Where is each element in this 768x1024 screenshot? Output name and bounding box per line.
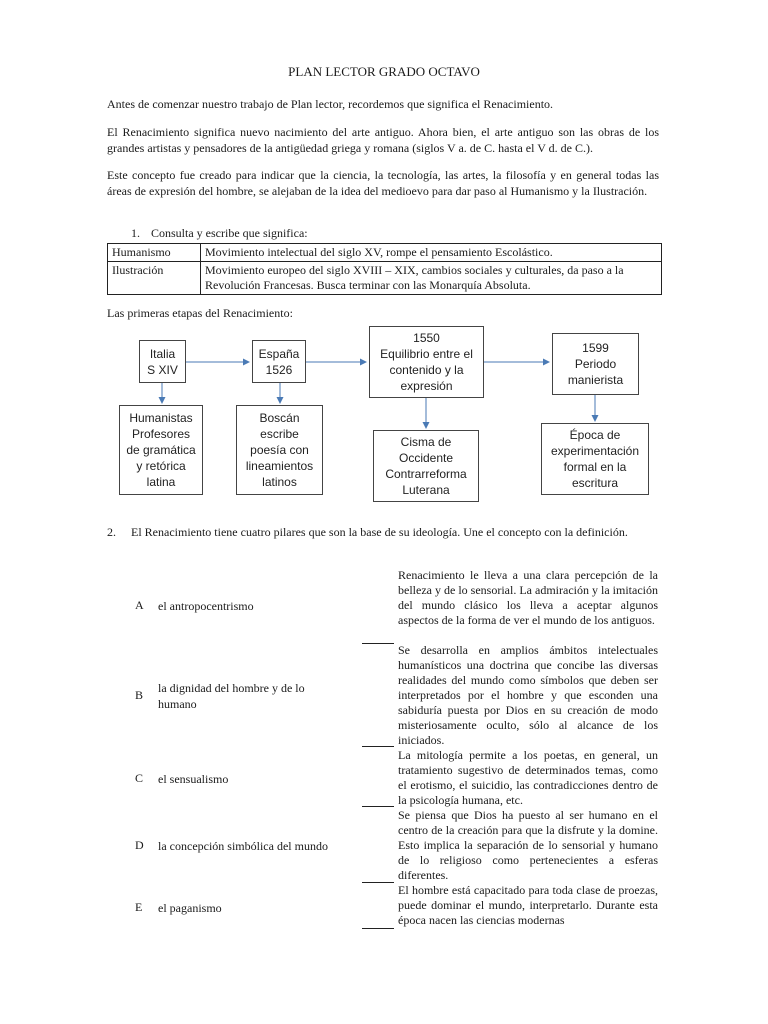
answer-blank[interactable] — [362, 882, 394, 883]
answer-blank[interactable] — [362, 746, 394, 747]
table-row — [108, 244, 662, 262]
concept-letter: D — [135, 838, 144, 852]
concept-letter: C — [135, 771, 144, 785]
intro-paragraph-3: Este concepto fue creado para indicar que la ciencia, la tecnología, las artes, la filosofía y en general todas las áreas de expresión del hombre, se alejaban de la idea del medioevo para dar paso al Humanismo y la Ilustración. — [107, 168, 659, 198]
term-cell: Humanismo — [108, 244, 201, 262]
stage-box-espana — [252, 340, 306, 383]
answer-blank[interactable] — [362, 928, 394, 929]
stage-box-italia — [139, 340, 186, 383]
concept-text: la concepción simbólica del mundo — [158, 839, 328, 853]
concept-text: la dignidad del hombre y de lo humano — [158, 681, 305, 711]
stage-box-label: España — [258, 346, 300, 361]
concept-text: el paganismo — [158, 901, 222, 915]
definition-text: El hombre está capacitado para toda clase de proezas, puede dominar el mundo, interpretarlo. Durante esta época nacen las ciencias modernas — [398, 883, 658, 927]
question-1-text: Consulta y escribe que significa: — [151, 226, 308, 240]
table-row — [108, 262, 662, 295]
question-1-number: 1. — [131, 226, 140, 240]
stages-heading: Las primeras etapas del Renacimiento: — [107, 306, 293, 320]
stage-box-label: Italia — [149, 346, 176, 361]
term-cell: Ilustración — [108, 262, 201, 295]
definition-text: Se piensa que Dios ha puesto al ser humano en el centro de la creación para que la disfrute y la domine. Esto implica la separación de lo sensorial y humano de lo religioso como pertenecientes a esferas diferentes. — [398, 808, 658, 882]
concept-letter: E — [135, 900, 143, 914]
result-box-cisma: Cisma de Occidente Contrarreforma Luterana — [373, 430, 479, 502]
stage-box-1550 — [369, 326, 484, 398]
concept-text: el antropocentrismo — [158, 599, 254, 613]
question-2-number: 2. — [107, 525, 116, 539]
stage-box-sub: Equilibrio entre el contenido y la expresión — [380, 347, 473, 393]
intro-paragraph-2: El Renacimiento significa nuevo nacimiento del arte antiguo. Ahora bien, el arte antiguo son las obras de los grandes artistas y pensadores de la antigüedad griega y romana (siglos V a. de C. hasta el V d. de C.). — [107, 125, 659, 155]
question-2 — [107, 524, 659, 540]
result-box-humanistas: Humanistas Profesores de gramática y retórica latina — [119, 405, 203, 495]
definition-text: La mitología permite a los poetas, en general, un tratamiento sugestivo de determinados temas, como el erotismo, el suicidio, las contradicciones dentro de la psicología humana, etc. — [398, 748, 658, 807]
intro-paragraph-1: Antes de comenzar nuestro trabajo de Plan lector, recordemos que significa el Renacimiento. — [107, 97, 554, 111]
concept-letter: B — [135, 688, 144, 702]
result-box-epoca: Época de experimentación formal en la escritura — [541, 423, 649, 495]
definition-text: Se desarrolla en amplios ámbitos intelectuales humanísticos una doctrina que concibe las diversas realidades del mundo como símbolos que deben ser interpretados por el hombre y que esconden una sabiduría puesta por Dios en su creación de modo misteriosamente oculto, sólo al alcance de los iniciados. — [398, 643, 658, 747]
answer-blank[interactable] — [362, 806, 394, 807]
definition-cell: Movimiento intelectual del siglo XV, rompe el pensamiento Escolástico. — [201, 244, 662, 262]
answer-blank[interactable] — [362, 643, 394, 644]
page-title: PLAN LECTOR GRADO OCTAVO — [288, 64, 480, 79]
stage-box-1599 — [552, 333, 639, 395]
concept-text: el sensualismo — [158, 772, 229, 786]
stage-box-sub: Periodo manierista — [567, 357, 624, 387]
definition-cell: Movimiento europeo del siglo XVIII – XIX, cambios sociales y culturales, da paso a la Revolución Francesas. Busca terminar con las Monarquía Absoluta. — [201, 262, 662, 295]
stage-box-sub: S XIV — [147, 362, 178, 377]
stage-box-sub: 1526 — [265, 362, 293, 377]
definition-text: Renacimiento le lleva a una clara percepción de la belleza y de lo sensorial. La admiración y la imitación del mundo clásico los lleva a aceptar algunos aspectos de la forma de ver el mundo de los antiguos. — [398, 568, 658, 627]
question-2-text: El Renacimiento tiene cuatro pilares que son la base de su ideología. Une el concepto con la definición. — [131, 525, 628, 539]
definitions-table — [107, 243, 662, 295]
concept-letter: A — [135, 598, 144, 612]
stage-box-label: 1550 — [413, 331, 440, 345]
result-box-boscan: Boscán escribe poesía con lineamientos latinos — [236, 405, 323, 495]
stage-box-label: 1599 — [582, 341, 609, 355]
